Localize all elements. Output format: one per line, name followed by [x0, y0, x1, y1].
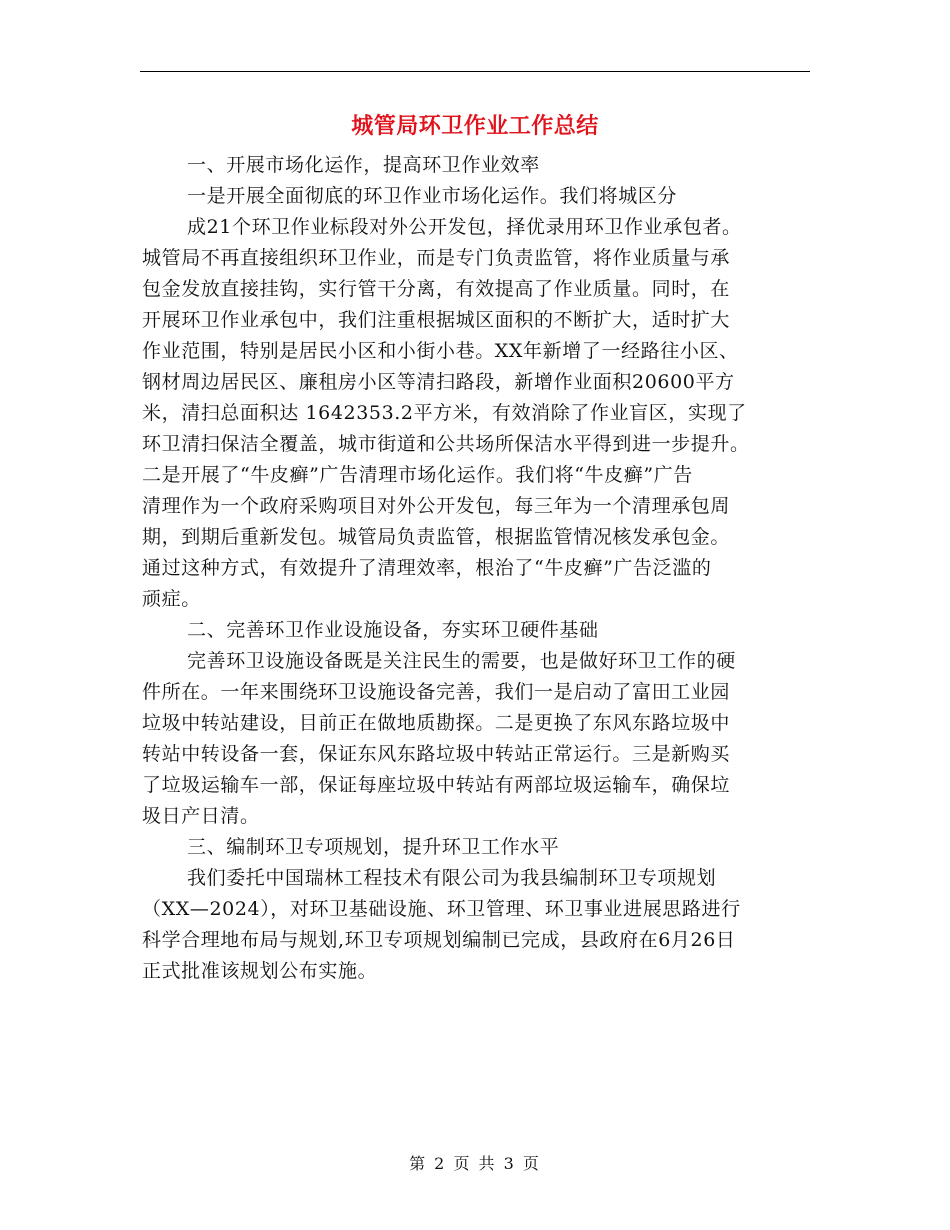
- paragraph-line: 了垃圾运输车一部，保证每座垃圾中转站有两部垃圾运输车，确保垃: [142, 774, 731, 796]
- paragraph-line: （XX—2024），对环卫基础设施、环卫管理、环卫事业进展思路进行: [142, 898, 741, 920]
- paragraph-line: 钢材周边居民区、廉租房小区等清扫路段，新增作业面积20600平方: [142, 371, 735, 393]
- paragraph-line: 转站中转设备一套，保证东风东路垃圾中转站正常运行。三是新购买: [142, 743, 731, 765]
- paragraph-line: 清理作为一个政府采购项目对外公开发包，每三年为一个清理承包周: [142, 495, 731, 517]
- paragraph-line: 环卫清扫保洁全覆盖，城市街道和公共场所保洁水平得到进一步提升。: [142, 433, 750, 455]
- paragraph-line: 件所在。一年来围绕环卫设施设备完善，我们一是启动了富田工业园: [142, 681, 731, 703]
- section-heading: 二、完善环卫作业设施设备，夯实环卫硬件基础: [187, 619, 599, 641]
- header-rule: [140, 71, 810, 72]
- paragraph-line: 顽症。: [142, 588, 201, 610]
- paragraph-line: 圾日产日清。: [142, 805, 260, 827]
- paragraph-line: 米，清扫总面积达 1642353.2平方米，有效消除了作业盲区，实现了: [142, 402, 747, 424]
- paragraph-line: 我们委托中国瑞林工程技术有限公司为我县编制环卫专项规划: [187, 867, 717, 889]
- document-body: [142, 150, 812, 987]
- paragraph-line: 作业范围，特别是居民小区和小街小巷。XX年新增了一经路往小区、: [142, 340, 739, 362]
- paragraph-line: 城管局不再直接组织环卫作业，而是专门负责监管，将作业质量与承: [142, 247, 731, 269]
- page-number: 第 2 页 共 3 页: [409, 1154, 541, 1173]
- paragraph-line: 二是开展了“牛皮癣”广告清理市场化运作。我们将“牛皮癣”广告: [142, 464, 693, 486]
- paragraph-line: 开展环卫作业承包中，我们注重根据城区面积的不断扩大，适时扩大: [142, 309, 731, 331]
- paragraph-line: 科学合理地布局与规划,环卫专项规划编制已完成，县政府在6月26日: [142, 929, 736, 951]
- paragraph-line: 成21个环卫作业标段对外公开发包，择优录用环卫作业承包者。: [187, 216, 742, 238]
- paragraph-line: 期，到期后重新发包。城管局负责监管，根据监管情况核发承包金。: [142, 526, 731, 548]
- paragraph-line: 正式批准该规划公布实施。: [142, 960, 378, 982]
- section-heading: 一、开展市场化运作，提高环卫作业效率: [187, 154, 540, 176]
- paragraph-line: 垃圾中转站建设，目前正在做地质勘探。二是更换了东风东路垃圾中: [142, 712, 731, 734]
- document-title: 城管局环卫作业工作总结: [351, 113, 599, 139]
- section-heading: 三、编制环卫专项规划，提升环卫工作水平: [187, 836, 560, 858]
- paragraph-line: 完善环卫设施设备既是关注民生的需要，也是做好环卫工作的硬: [187, 650, 736, 672]
- paragraph-line: 包金发放直接挂钩，实行管干分离，有效提高了作业质量。同时，在: [142, 278, 731, 300]
- paragraph-line: 一是开展全面彻底的环卫作业市场化运作。我们将城区分: [187, 185, 678, 207]
- paragraph-line: 通过这种方式，有效提升了清理效率，根治了“牛皮癣”广告泛滥的: [142, 557, 712, 579]
